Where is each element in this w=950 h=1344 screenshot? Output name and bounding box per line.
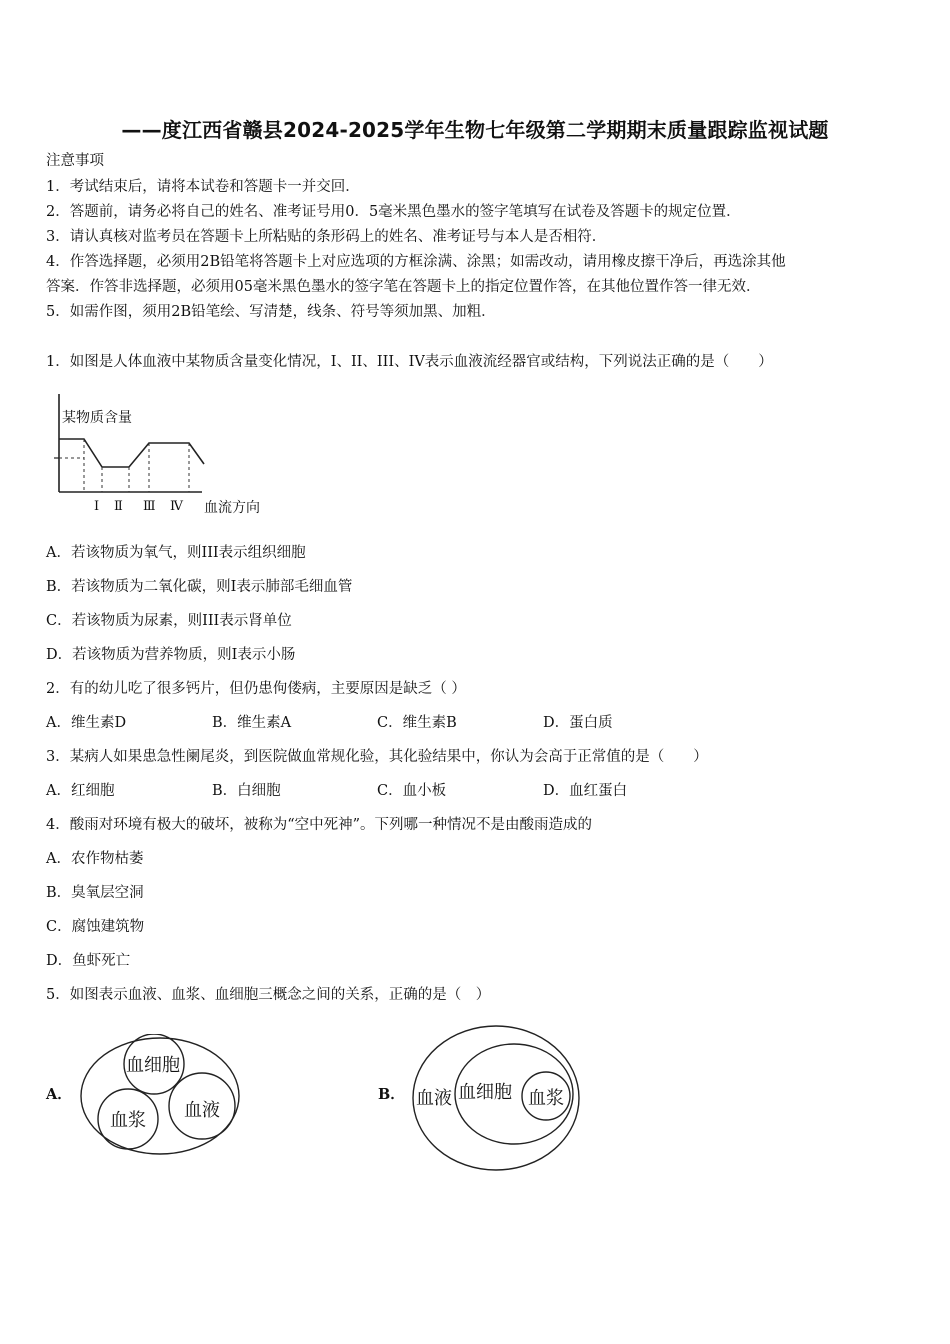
circle-label: 血浆	[110, 1110, 146, 1131]
q3-option-a: A．红细胞	[46, 783, 115, 799]
circle-label: 血液	[184, 1100, 220, 1121]
notice-heading: 注意事项	[46, 153, 104, 169]
q1-option-d: D．若该物质为营养物质，则I表示小肠	[46, 647, 296, 663]
notice-item: 答案．作答非选择题，必须用05毫米黑色墨水的签字笔在答题卡上的指定位置作答，在其他位置作答一律无效．	[46, 279, 761, 295]
q1-option-c: C．若该物质为尿素，则III表示肾单位	[46, 613, 292, 629]
q4-option-a: A．农作物枯萎	[46, 851, 144, 867]
q4-option-b: B．臭氧层空洞	[46, 885, 144, 901]
circle-label: 血液	[416, 1088, 452, 1109]
q3-option-b: B．白细胞	[212, 783, 281, 799]
content-curve	[59, 439, 204, 467]
q5-option-a-label: A．	[46, 1086, 72, 1103]
page-title: ——度江西省赣县2024-2025学年生物七年级第二学期期末质量跟踪监视试题	[121, 118, 829, 142]
question-4-stem: 4．酸雨对环境有极大的破坏，被称为“空中死神”。下列哪一种情况不是由酸雨造成的	[46, 817, 593, 833]
question-1-stem: 1．如图是人体血液中某物质含量变化情况，I、II、III、IV表示血液流经器官或结构，下列说法正确的是（ ）	[46, 354, 773, 370]
q4-option-c: C．腐蚀建筑物	[46, 919, 145, 935]
q2-option-b: B．维生素A	[212, 715, 292, 731]
question-2-stem: 2．有的幼儿吃了很多钙片，但仍患佝偻病，主要原因是缺乏（ ）	[46, 681, 466, 697]
q1-option-a: A．若该物质为氧气，则III表示组织细胞	[46, 545, 306, 561]
q2-option-c: C．维生素B	[377, 715, 457, 731]
q5-option-b-diagram	[410, 1022, 586, 1174]
q2-option-d: D．蛋白质	[543, 715, 613, 731]
notice-item: 3．请认真核对监考员在答题卡上所粘贴的条形码上的姓名、准考证号与本人是否相符．	[46, 229, 607, 245]
circle-label: 血细胞	[126, 1055, 180, 1076]
circle-label: 血浆	[528, 1088, 564, 1109]
q1-option-b: B．若该物质为二氧化碳，则I表示肺部毛细血管	[46, 579, 353, 595]
notice-item: 4．作答选择题，必须用2B铅笔将答题卡上对应选项的方框涂满、涂黑；如需改动，请用橡皮擦干净后，再选涂其他	[46, 254, 786, 270]
q5-option-a-diagram	[78, 1034, 244, 1158]
q3-option-d: D．血红蛋白	[543, 783, 628, 799]
q5-option-b-label: B．	[378, 1086, 405, 1103]
notice-item: 1．考试结束后，请将本试卷和答题卡一并交回．	[46, 179, 360, 195]
notice-item: 5．如需作图，须用2B铅笔绘、写清楚，线条、符号等须加黑、加粗．	[46, 304, 496, 320]
q3-option-c: C．血小板	[377, 783, 447, 799]
segment-label: Ⅳ	[170, 499, 183, 514]
segment-label: Ⅲ	[143, 499, 156, 514]
q4-option-d: D．鱼虾死亡	[46, 953, 131, 969]
segment-label: Ⅰ	[94, 499, 100, 514]
y-axis-label: 某物质含量	[62, 410, 132, 426]
q2-option-a: A．维生素D	[46, 715, 127, 731]
question-5-stem: 5．如图表示血液、血浆、血细胞三概念之间的关系，正确的是（ ）	[46, 987, 491, 1003]
question-3-stem: 3．某病人如果患急性阑尾炎，到医院做血常规化验，其化验结果中，你认为会高于正常值的是（ ）	[46, 749, 708, 765]
q1-line-figure	[54, 392, 276, 522]
segment-label: Ⅱ	[114, 499, 123, 514]
notice-item: 2．答题前，请务必将自己的姓名、准考证号用0．5毫米黑色墨水的签字笔填写在试卷及答题卡的规定位置．	[46, 204, 741, 220]
x-axis-label: 血流方向	[204, 500, 260, 516]
circle-label: 血细胞	[458, 1082, 512, 1103]
